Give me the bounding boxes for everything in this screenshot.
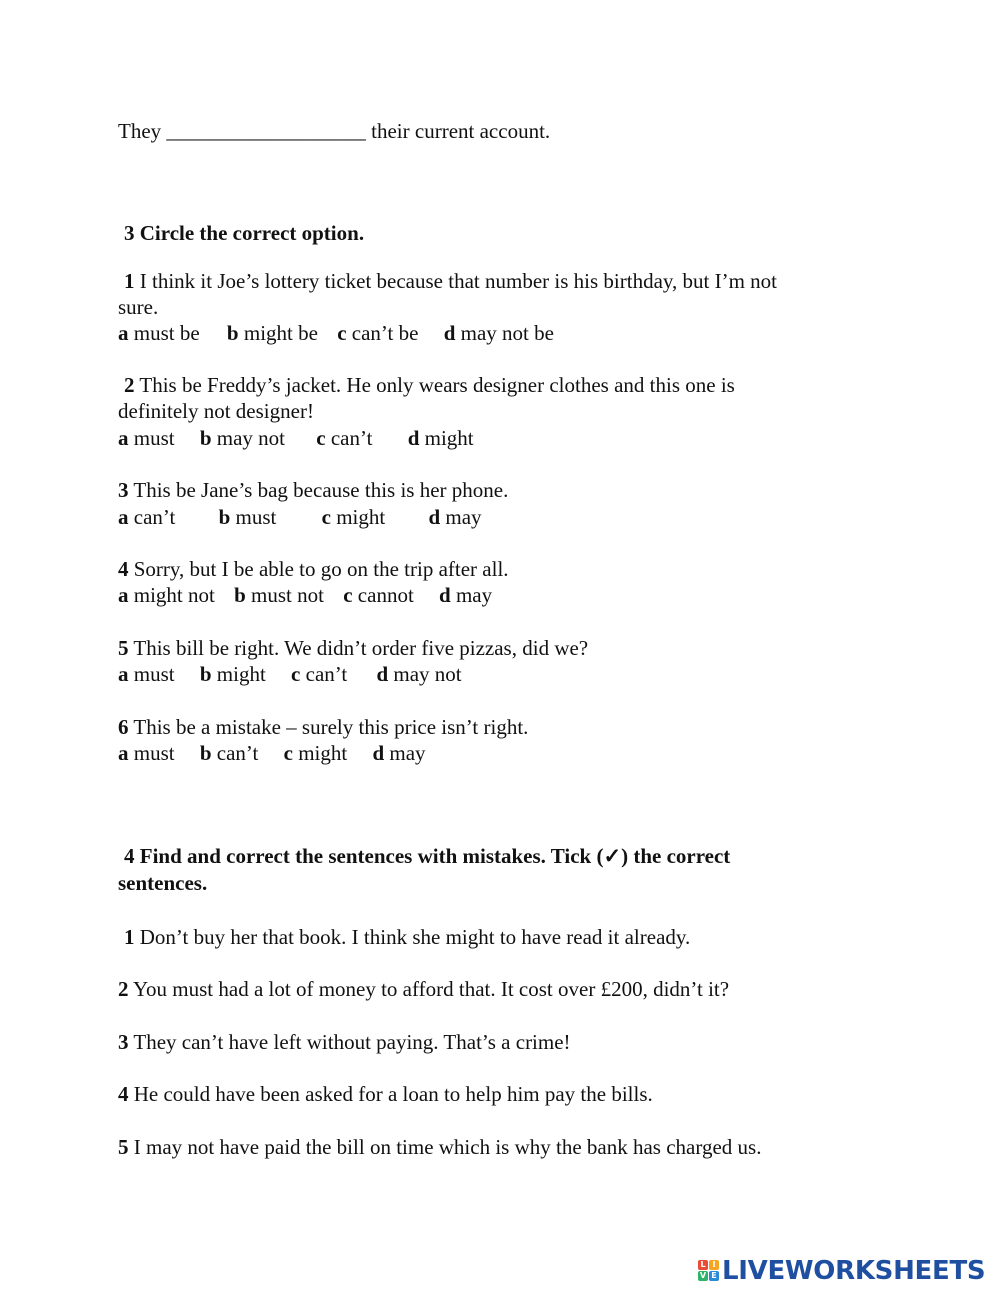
q3-3-line1: [118, 477, 508, 503]
option-c[interactable]: c can’t: [291, 662, 348, 686]
section4-heading-line1: 4 Find and correct the sentences with mistakes. Tick (✓) the correct: [124, 844, 731, 868]
section4-heading-line2: sentences.: [118, 871, 208, 895]
option-b[interactable]: b must: [218, 505, 277, 529]
sentence-text: They can’t have left without paying. That’s a crime!: [133, 1030, 571, 1054]
option-d[interactable]: d may: [439, 583, 493, 607]
q3-4-options: [118, 582, 492, 608]
q3-5-options: [118, 661, 462, 687]
logo-tile-i: I: [709, 1260, 719, 1270]
sentence-number: 4: [118, 1082, 129, 1106]
sentence-number: 1: [124, 925, 135, 949]
question-number: 3: [118, 478, 129, 502]
question-text: I think it Joe’s lottery ticket because that number is his birthday, but I’m not: [139, 269, 778, 293]
sentence-text: I may not have paid the bill on time which is why the bank has charged us.: [133, 1135, 762, 1159]
question-number: 1: [124, 269, 135, 293]
sentence-number: 2: [118, 977, 129, 1001]
option-c[interactable]: c cannot: [343, 583, 414, 607]
s4-sentence-3: [118, 1029, 571, 1055]
option-b[interactable]: b may not: [199, 426, 286, 450]
option-a[interactable]: a must: [118, 741, 175, 765]
option-c[interactable]: c might: [283, 741, 348, 765]
option-d[interactable]: d may: [428, 505, 482, 529]
q3-3-options: [118, 504, 482, 530]
option-c[interactable]: c can’t: [316, 426, 373, 450]
answer-blank[interactable]: ___________________: [166, 119, 366, 143]
q3-6-line1: [118, 714, 528, 740]
option-b[interactable]: b can’t: [199, 741, 259, 765]
question-text: This bill be right. We didn’t order five pizzas, did we?: [133, 636, 589, 660]
option-a[interactable]: a can’t: [118, 505, 176, 529]
liveworksheets-logo: [698, 1254, 985, 1288]
question-number: 5: [118, 636, 129, 660]
q3-2-line2: definitely not designer!: [118, 399, 314, 423]
question-number: 2: [124, 373, 135, 397]
option-a[interactable]: a must be: [118, 321, 200, 345]
sentence-number: 3: [118, 1030, 129, 1054]
s4-sentence-2: [118, 976, 729, 1002]
top-sentence: [118, 118, 550, 144]
option-d[interactable]: d may: [372, 741, 426, 765]
logo-tile-e: E: [709, 1271, 719, 1281]
question-text: This be Freddy’s jacket. He only wears designer clothes and this one is: [139, 373, 735, 397]
q3-5-line1: [118, 635, 588, 661]
section3-heading: 3 Circle the correct option.: [124, 221, 365, 245]
logo-text: LIVEWORKSHEETS: [722, 1256, 986, 1286]
sentence-text: You must had a lot of money to afford that. It cost over £200, didn’t it?: [132, 977, 730, 1001]
question-text: This be Jane’s bag because this is her phone.: [133, 478, 509, 502]
s4-sentence-1: [124, 924, 690, 950]
q3-4-line1: [118, 556, 509, 582]
sentence-text: Don’t buy her that book. I think she might to have read it already.: [139, 925, 691, 949]
q3-1-options: [118, 320, 554, 346]
top-sentence-suffix: their current account.: [371, 119, 551, 143]
option-d[interactable]: d might: [407, 426, 474, 450]
option-c[interactable]: c can’t be: [337, 321, 419, 345]
question-text: Sorry, but I be able to go on the trip after all.: [133, 557, 509, 581]
option-a[interactable]: a must: [118, 426, 175, 450]
option-a[interactable]: a might not: [118, 583, 215, 607]
q3-1-line2: sure.: [118, 295, 159, 319]
sentence-text: He could have been asked for a loan to help him pay the bills.: [133, 1082, 653, 1106]
s4-sentence-4: [118, 1081, 653, 1107]
question-number: 4: [118, 557, 129, 581]
q3-2-options: [118, 425, 474, 451]
option-b[interactable]: b might be: [226, 321, 318, 345]
q3-6-options: [118, 740, 426, 766]
option-c[interactable]: c might: [321, 505, 386, 529]
s4-sentence-5: [118, 1134, 761, 1160]
top-sentence-prefix: They: [118, 119, 162, 143]
option-d[interactable]: d may not be: [443, 321, 554, 345]
q3-1-line1: [124, 268, 777, 294]
option-b[interactable]: b must not: [234, 583, 324, 607]
sentence-number: 5: [118, 1135, 129, 1159]
q3-2-line1: [124, 372, 735, 398]
question-number: 6: [118, 715, 129, 739]
logo-tiles-icon: [698, 1260, 719, 1281]
logo-tile-l: L: [698, 1260, 708, 1270]
logo-tile-v: V: [699, 1270, 707, 1280]
question-text: This be a mistake – surely this price isn’t right.: [133, 715, 529, 739]
option-a[interactable]: a must: [118, 662, 175, 686]
option-d[interactable]: d may not: [376, 662, 462, 686]
option-b[interactable]: b might: [199, 662, 266, 686]
